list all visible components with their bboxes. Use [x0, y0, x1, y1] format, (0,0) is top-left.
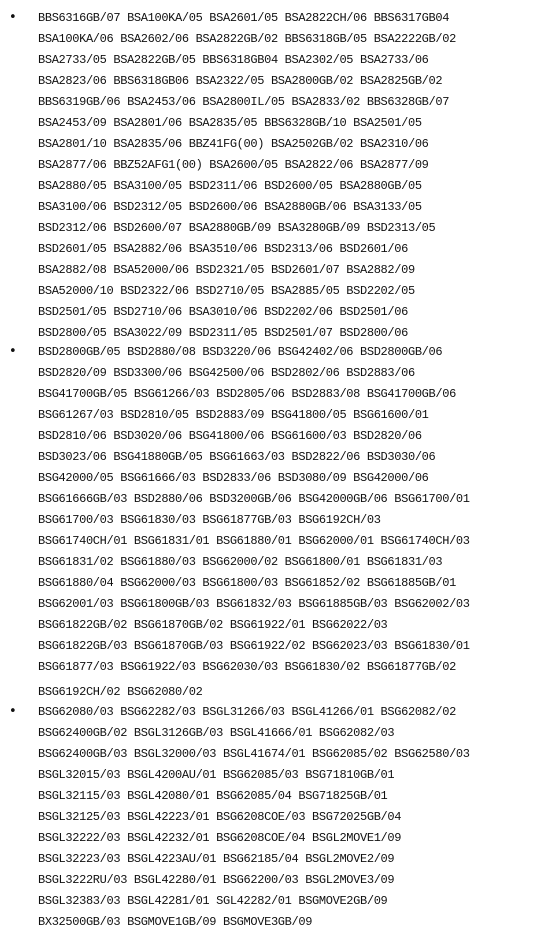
bullet-marker: •: [9, 704, 17, 719]
text-line: BSD2501/05 BSD2710/06 BSA3010/06 BSD2202/06 BSD2501/06: [38, 305, 408, 319]
text-line-trailing: BSG6192CH/02 BSG62080/02: [38, 685, 203, 699]
text-line: BSG61700/03 BSG61830/03 BSG61877GB/03 BSG6192CH/03: [38, 513, 381, 527]
text-line: BSD2800GB/05 BSD2880/08 BSD3220/06 BSG42402/06 BSD2800GB/06: [38, 345, 443, 359]
text-line: BSD2312/06 BSD2600/07 BSA2880GB/09 BSA3280GB/09 BSD2313/05: [38, 221, 436, 235]
text-line: BSG61822GB/02 BSG61870GB/02 BSG61922/01 BSG62022/03: [38, 618, 388, 632]
text-line: BSA2823/06 BBS6318GB06 BSA2322/05 BSA2800GB/02 BSA2825GB/02: [38, 74, 443, 88]
text-line: BSA2733/05 BSA2822GB/05 BBS6318GB04 BSA2302/05 BSA2733/06: [38, 53, 429, 67]
text-line: BSG61831/02 BSG61880/03 BSG62000/02 BSG61800/01 BSG61831/03: [38, 555, 443, 569]
text-line: BBS6316GB/07 BSA100KA/05 BSA2601/05 BSA2822CH/06 BBS6317GB04: [38, 11, 450, 25]
text-line: BSGL32383/03 BSGL42281/01 SGL42282/01 BSGMOVE2GB/09: [38, 894, 388, 908]
text-line: BSG61880/04 BSG62000/03 BSG61800/03 BSG61852/02 BSG61885GB/01: [38, 576, 456, 590]
text-line: BSG62001/03 BSG61800GB/03 BSG61832/03 BSG61885GB/03 BSG62002/03: [38, 597, 470, 611]
text-line: BSGL32222/03 BSGL42232/01 BSG6208COE/04 BSGL2MOVE1/09: [38, 831, 402, 845]
text-line: BSD2820/09 BSD3300/06 BSG42500/06 BSD2802/06 BSD2883/06: [38, 366, 415, 380]
text-line: BSA52000/10 BSD2322/06 BSD2710/05 BSA2885/05 BSD2202/05: [38, 284, 415, 298]
text-line: BSG62080/03 BSG62282/03 BSGL31266/03 BSGL41266/01 BSG62082/02: [38, 705, 456, 719]
text-line: BSD2800/05 BSA3022/09 BSD2311/05 BSD2501/07 BSD2800/06: [38, 326, 408, 340]
text-line: BSG61877/03 BSG61922/03 BSG62030/03 BSG61830/02 BSG61877GB/02: [38, 660, 456, 674]
text-line: BSD3023/06 BSG41880GB/05 BSG61663/03 BSD2822/06 BSD3030/06: [38, 450, 436, 464]
text-line: BSGL32125/03 BSGL42223/01 BSG6208COE/03 BSG72025GB/04: [38, 810, 402, 824]
text-line: BSD2810/06 BSD3020/06 BSG41800/06 BSG61600/03 BSD2820/06: [38, 429, 422, 443]
text-line: BSA100KA/06 BSA2602/06 BSA2822GB/02 BBS6318GB/05 BSA2222GB/02: [38, 32, 456, 46]
text-line: BSG41700GB/05 BSG61266/03 BSD2805/06 BSD2883/08 BSG41700GB/06: [38, 387, 456, 401]
text-line: BBS6319GB/06 BSA2453/06 BSA2800IL/05 BSA2833/02 BBS6328GB/07: [38, 95, 450, 109]
text-line: BX32500GB/03 BSGMOVE1GB/09 BSGMOVE3GB/09: [38, 915, 313, 929]
text-line: BSGL3222RU/03 BSGL42280/01 BSG62200/03 BSGL2MOVE3/09: [38, 873, 395, 887]
text-line: BSA2453/09 BSA2801/06 BSA2835/05 BBS6328GB/10 BSA2501/05: [38, 116, 422, 130]
text-line: BSA3100/06 BSD2312/05 BSD2600/06 BSA2880GB/06 BSA3133/05: [38, 200, 422, 214]
text-line: BSD2601/05 BSA2882/06 BSA3510/06 BSD2313/06 BSD2601/06: [38, 242, 408, 256]
text-line: BSGL32223/03 BSGL4223AU/01 BSG62185/04 BSGL2MOVE2/09: [38, 852, 395, 866]
text-line: BSG61822GB/03 BSG61870GB/03 BSG61922/02 BSG62023/03 BSG61830/01: [38, 639, 470, 653]
text-line: BSG42000/05 BSG61666/03 BSD2833/06 BSD3080/09 BSG42000/06: [38, 471, 429, 485]
text-line: BSA2882/08 BSA52000/06 BSD2321/05 BSD2601/07 BSA2882/09: [38, 263, 415, 277]
text-line: BSG61267/03 BSD2810/05 BSD2883/09 BSG41800/05 BSG61600/01: [38, 408, 429, 422]
text-line: BSGL32115/03 BSGL42080/01 BSG62085/04 BSG71825GB/01: [38, 789, 388, 803]
text-line: BSG61740CH/01 BSG61831/01 BSG61880/01 BSG62000/01 BSG61740CH/03: [38, 534, 470, 548]
text-line: BSA2880/05 BSA3100/05 BSD2311/06 BSD2600/05 BSA2880GB/05: [38, 179, 422, 193]
text-line: BSA2877/06 BBZ52AFG1(00) BSA2600/05 BSA2822/06 BSA2877/09: [38, 158, 429, 172]
text-line: BSG62400GB/03 BSGL32000/03 BSGL41674/01 BSG62085/02 BSG62580/03: [38, 747, 470, 761]
bullet-marker: •: [9, 344, 17, 359]
text-line: BSG62400GB/02 BSGL3126GB/03 BSGL41666/01 BSG62082/03: [38, 726, 395, 740]
text-line: BSGL32015/03 BSGL4200AU/01 BSG62085/03 BSG71810GB/01: [38, 768, 395, 782]
text-line: BSA2801/10 BSA2835/06 BBZ41FG(00) BSA2502GB/02 BSA2310/06: [38, 137, 429, 151]
bullet-marker: •: [9, 10, 17, 25]
text-line: BSG61666GB/03 BSD2880/06 BSD3200GB/06 BSG42000GB/06 BSG61700/01: [38, 492, 470, 506]
